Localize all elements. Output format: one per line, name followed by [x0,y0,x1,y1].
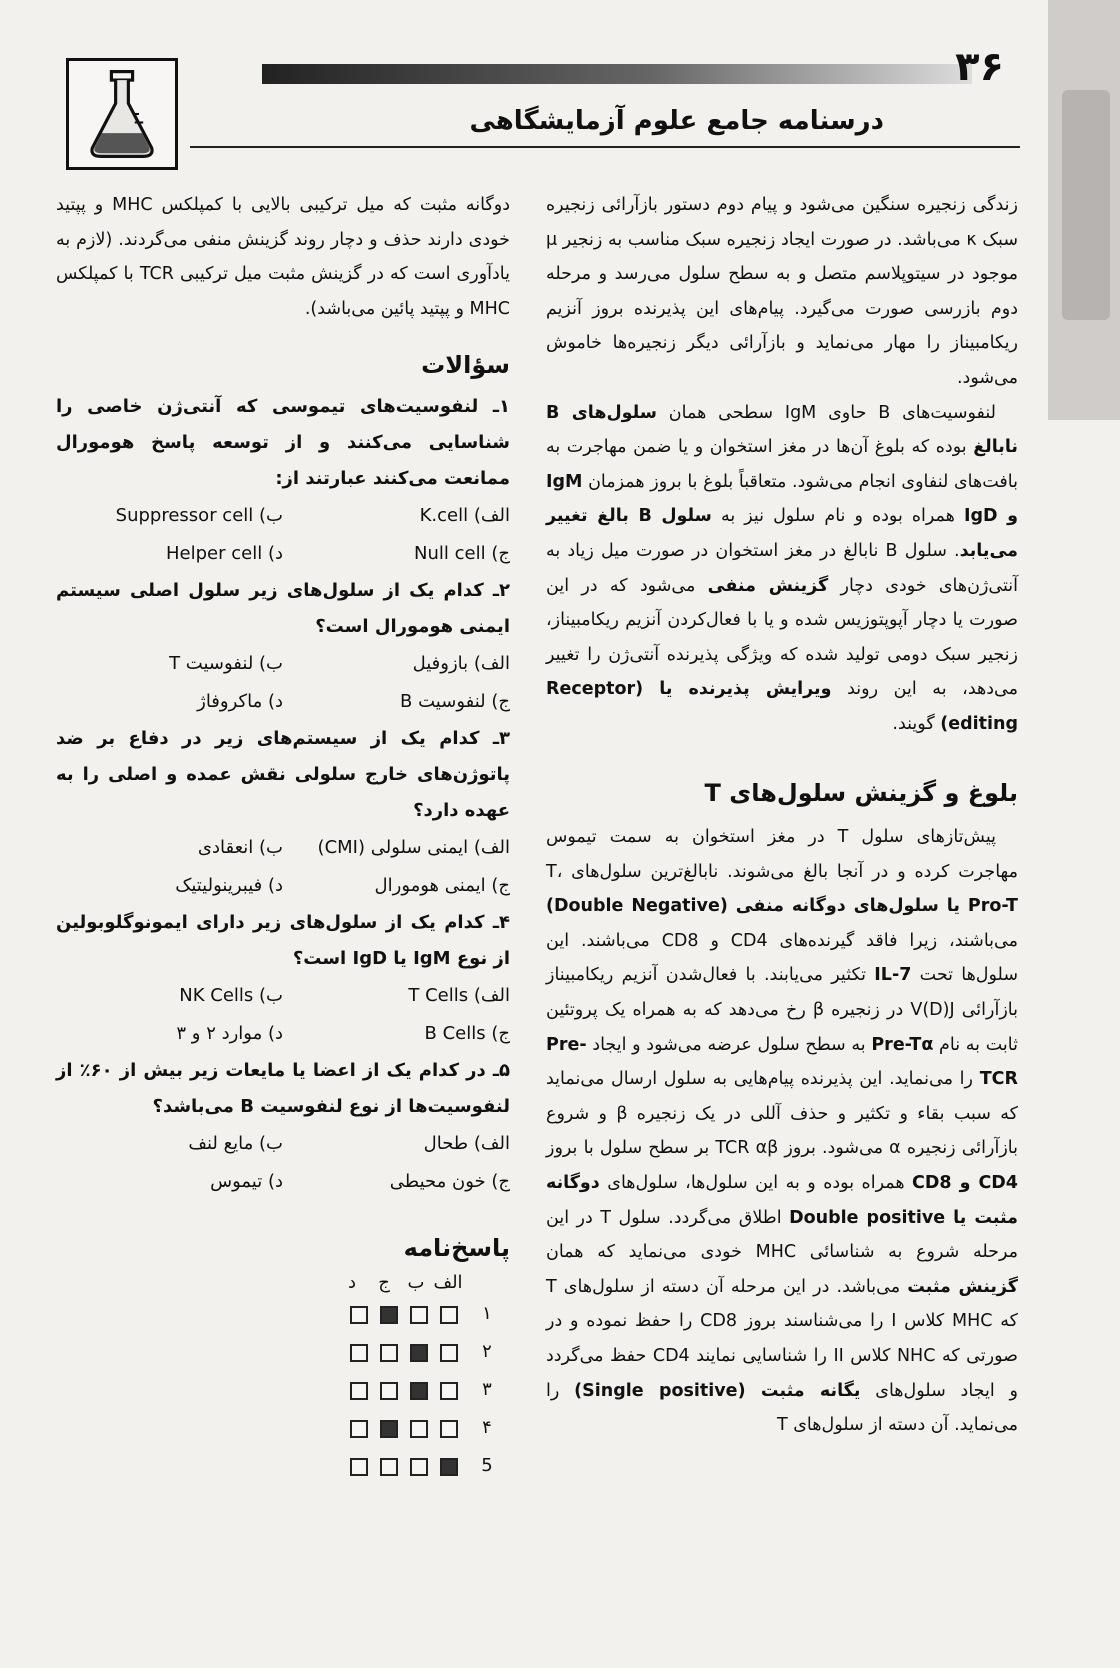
answer-row [56,1448,510,1486]
answer-box [410,1382,428,1400]
option-c: ج) ایمنی هومورال [374,874,510,896]
answer-box [350,1344,368,1362]
question-options [56,645,510,721]
answer-box [410,1458,428,1476]
option-d: د) فیبرینولیتیک [175,874,283,896]
question-options [56,497,510,573]
flask-logo [66,58,178,170]
answer-box [440,1420,458,1438]
option-d: د) تیموس [210,1170,283,1192]
chapter-edge-tab-mark [1062,90,1110,320]
paragraph-continuation: دوگانه مثبت که میل ترکیبی بالایی با کمپلکس MHC و پپتید خودی دارند حذف و دچار روند گزینش منفی می‌گردند. (لازم به یادآوری است که در گزینش مثبت میل ترکیبی TCR با کمپلکس MHC و پپتید پائین می‌باشد). [56,195,511,319]
option-b: ب) NK Cells [179,984,283,1006]
answer-box [380,1306,398,1324]
answer-box [440,1306,458,1324]
question-options [56,1125,510,1201]
answer-row [56,1334,510,1372]
answer-key-heading: پاسخ‌نامه [403,1233,510,1262]
question-text: ۴ـ کدام یک از سلول‌های زیر دارای ایمونوگلوبولین از نوع IgM یا IgD است؟ [56,911,510,969]
answer-row-number: ۱ [482,1303,492,1325]
option-a: الف) T Cells [408,984,510,1006]
answer-box [440,1382,458,1400]
question-2 [56,573,510,721]
option-d: د) Helper cell [166,542,283,564]
option-c: ج) خون محیطی [389,1170,510,1192]
answer-col-a: الف [433,1271,463,1293]
right-column [546,188,1018,1443]
question-text: ۵ـ در کدام یک از اعضا یا مایعات زیر بیش از ۶۰٪ از لنفوسیت‌ها از نوع لنفوسیت B می‌باشد؟ [56,1059,510,1117]
answer-row-number: ۳ [482,1379,492,1401]
answer-box [380,1344,398,1362]
paragraph-t-cell-maturation: پیش‌تازهای سلول T در مغز استخوان به سمت تیموس مهاجرت کرده و در آنجا بالغ می‌شوند. نابالغ‌ترین سلول‌های T، Pro-T یا سلول‌های دوگانه منفی (Double Negative) می‌باشند، زیرا فاقد گیرنده‌های CD4 و CD8 می‌باشند. این سلول‌ها تحت IL-7 تکثیر می‌یابند. با فعال‌شدن آنزیم ریکامبیناز بازآرائی V(D)J در زنجیره β رخ می‌دهد که به همراه یک پروتئین ثابت به نام Pre-Tα به سطح سلول عرضه می‌شود و ایجاد Pre-TCR را می‌نماید. این پذیرنده پیام‌هایی به سلول ارسال می‌نماید که سبب بقاء و تکثیر و حذف آللی در یک زنجیره β و شروع بازآرائی زنجیره α می‌شود. بروز TCR αβ بر سطح سلول با بروز CD4 و CD8 همراه بوده و به این سلول‌ها، سلول‌های دوگانه مثبت یا Double positive اطلاق می‌گردد. سلول T در این مرحله شروع به شناسائی MHC خودی می‌نماید که همان گزینش مثبت می‌باشد. در این مرحله آن دسته از سلول‌های T که MHC کلاس I را می‌شناسند بروز CD8 را حفظ نموده و در صورتی که NHC کلاس II را شناسایی نمایند CD4 حفظ می‌گردد و ایجاد سلول‌های یگانه مثبت (Single positive) را می‌نماید. آن دسته از سلول‌های T [546,827,1019,1436]
answer-box [410,1344,428,1362]
question-text: ۱ـ لنفوسیت‌های تیموسی که آنتی‌ژن خاصی را شناسایی می‌کنند و از توسعه پاسخ هومورال ممانعت می‌کنند عبارتند از: [56,395,510,489]
answer-box [380,1420,398,1438]
answer-box [410,1306,428,1324]
questions-heading: سؤالات [421,351,510,380]
option-c: ج) لنفوسیت B [400,690,510,712]
option-b: ب) انعقادی [197,836,283,858]
question-3 [56,721,510,905]
question-text: ۲ـ کدام یک از سلول‌های زیر سلول اصلی سیستم ایمنی هومورال است؟ [56,579,510,637]
answer-row-number: ۲ [482,1341,492,1363]
answer-box [440,1458,458,1476]
answer-col-c: ج [378,1271,390,1293]
paragraph-light-chain: زندگی زنجیره سنگین می‌شود و پیام دوم دستور بازآرائی زنجیره سبک κ می‌باشد. در صورت ایجاد زنجیره سبک مناسب به زنجیر μ موجود در سیتوپلاسم متصل و به سطح سلول می‌رسد و مرحله دوم بازرسی صورت می‌گیرد. پیام‌های این پذیرنده بروز آنزیم ریکامبیناز را مهار می‌نماید و بازآرائی دیگر زنجیره‌ها خاموش می‌شود. [546,195,1018,388]
question-text: ۳ـ کدام یک از سیستم‌های زیر در دفاع بر ضد پاتوژن‌های خارج سلولی نقش عمده و اصلی را به عهده دارد؟ [56,727,510,821]
answer-box [410,1420,428,1438]
answer-row-number: 5 [481,1455,493,1477]
answer-row [56,1410,510,1448]
option-d: د) موارد ۲ و ۳ [176,1022,283,1044]
answer-key-header [56,1270,510,1296]
question-1 [56,389,510,573]
page-number: ۳۶ [955,44,1004,90]
question-options [56,977,510,1053]
answer-row-number: ۴ [482,1417,492,1439]
header-divider [190,146,1020,148]
book-title: درسنامه جامع علوم آزمایشگاهی [469,106,884,136]
option-a: الف) طحال [423,1132,510,1154]
answer-row [56,1296,510,1334]
option-b: ب) Suppressor cell [115,504,283,526]
answer-box [350,1420,368,1438]
option-a: الف) ایمنی سلولی (CMI) [317,836,510,858]
section-heading: بلوغ و گزینش سلول‌های T [704,778,1018,807]
question-options [56,829,510,905]
answer-box [380,1382,398,1400]
answer-box [350,1382,368,1400]
answer-box [440,1344,458,1362]
option-c: ج) B Cells [424,1022,510,1044]
answer-col-d: د [347,1271,356,1293]
answer-box [350,1306,368,1324]
chapter-edge-tab [1048,0,1120,420]
option-a: الف) K.cell [419,504,510,526]
answer-col-b: ب [407,1271,425,1293]
flask-icon [69,61,175,167]
answer-box [380,1458,398,1476]
answer-box [350,1458,368,1476]
option-b: ب) مایع لنف [188,1132,283,1154]
answer-key-grid [56,1296,510,1486]
paragraph-b-cell-maturation: لنفوسیت‌های B حاوی IgM سطحی همان سلول‌های B نابالغ بوده که بلوغ آن‌ها در مغز استخوان و یا ضمن مهاجرت به بافت‌های لنفاوی انجام می‌شود. متعاقباً بلوغ با بروز همزمان IgM و IgD همراه بوده و نام سلول نیز به سلول B بالغ تغییر می‌یابد. سلول B نابالغ در مغز استخوان در صورت میل زیاد به آنتی‌ژن‌های خودی دچار گزینش منفی می‌شود که در این صورت یا دچار آپوپتوزیس شده و یا با فعال‌کردن آنزیم ریکامبیناز، زنجیر سبک دومی تولید شده که ویژگی پذیرنده آنتی‌ژن را تغییر می‌دهد، به این روند ویرایش پذیرنده یا (Receptor editing) گویند. [546,402,1018,734]
option-b: ب) لنفوسیت T [169,652,283,674]
answer-row [56,1372,510,1410]
question-5 [56,1053,510,1201]
header-gradient-bar [262,64,972,84]
option-a: الف) بازوفیل [412,652,510,674]
left-column [56,188,510,1486]
option-c: ج) Null cell [414,542,510,564]
option-d: د) ماکروفاژ [197,690,283,712]
question-4 [56,905,510,1053]
